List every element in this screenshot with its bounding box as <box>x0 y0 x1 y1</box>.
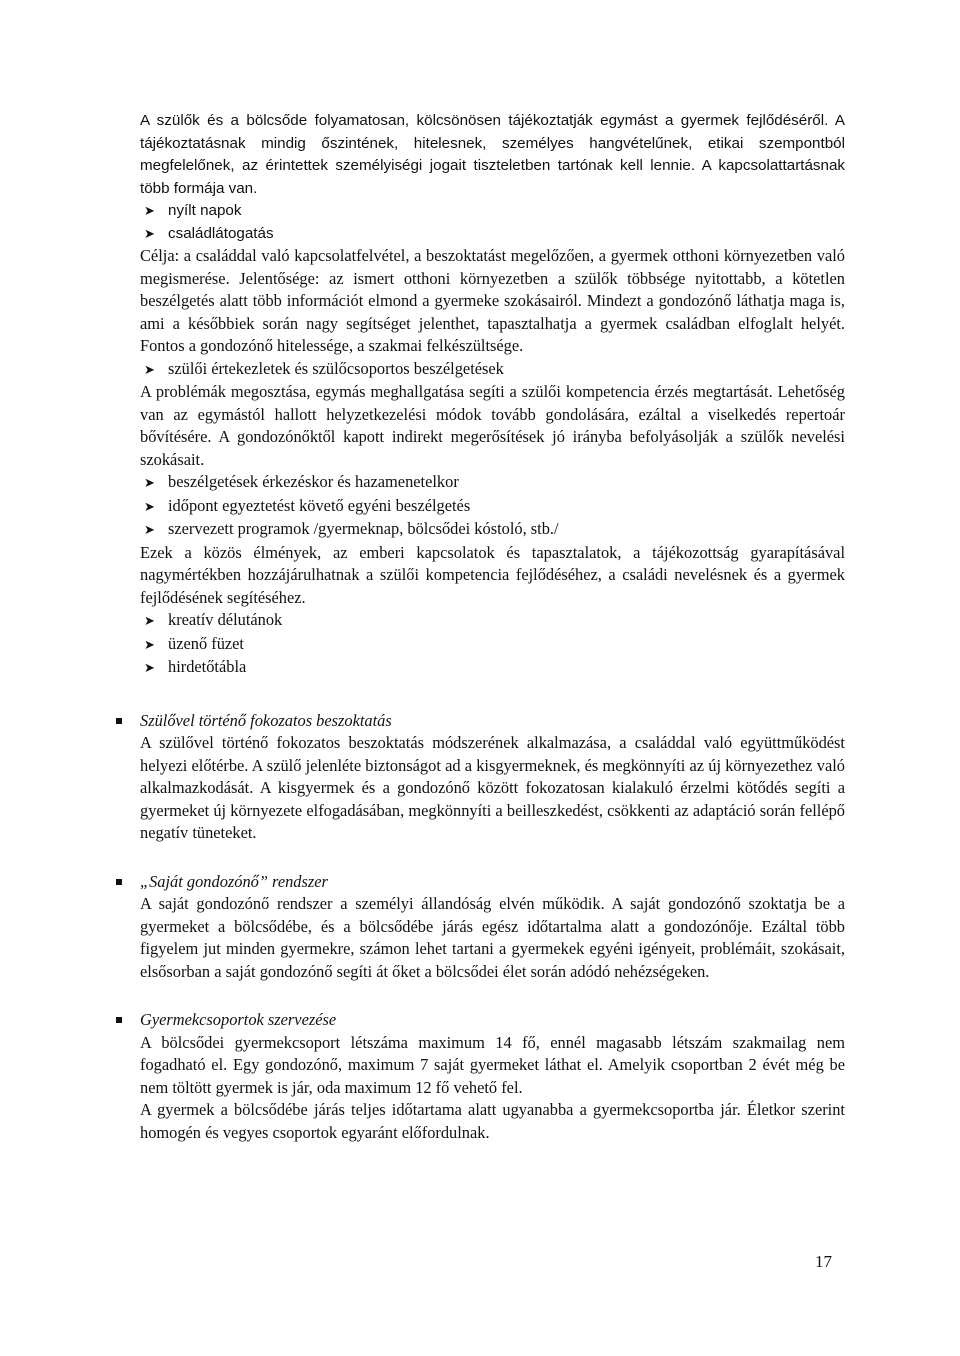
contact-forms-list-c <box>140 471 845 542</box>
square-bullet-icon <box>116 718 122 724</box>
arrow-bullet-icon: ➤ <box>144 203 155 218</box>
arrow-bullet-icon: ➤ <box>144 522 155 537</box>
section-paragraph: A szülővel történő fokozatos beszoktatás módszerének alkalmazása, a családdal való együttműködést helyezi előtérbe. A szülő jelenléte biztonságot ad a kisgyermeknek, és megkönnyíti az új környezethez való alkalmazkodását. A kisgyermek és a gondozónő között fokozatosan kialakuló érzelmi kötődés segíti a gyermeket új környezete elfogadásában, megkönnyíti a beilleszkedést, csökkenti az adaptáció során fellépő negatív tüneteket. <box>140 733 845 842</box>
section-fokozatos-beszoktatas <box>140 710 845 845</box>
list-item <box>140 609 845 633</box>
contact-forms-list-a <box>140 200 845 245</box>
section-paragraph: A saját gondozónő rendszer a személyi állandóság elvén működik. A saját gondozónő szoktatja be a gyermeket a bölcsődébe, és a bölcsődébe járás egész időtartalma alatt a gondozónője. Ezáltal több figyelem jut minden gyermekre, számon lehet tartani a gyermekek egyéni igényeit, problémáit, szokásait, elsősorban a saját gondozónő segíti át őket a bölcsődei élet során adódó nehézségeken. <box>140 894 845 981</box>
list-item-text: időpont egyeztetést követő egyéni beszélgetés <box>168 495 471 515</box>
contact-forms-list-b <box>140 358 845 382</box>
arrow-bullet-icon: ➤ <box>144 361 155 377</box>
list-item <box>140 358 845 382</box>
section-gyermekcsoportok <box>140 1009 845 1144</box>
list-item <box>140 518 845 542</box>
list-item <box>140 200 845 223</box>
list-item <box>140 633 845 657</box>
square-bullet-icon <box>116 1017 122 1023</box>
arrow-bullet-icon: ➤ <box>144 613 155 628</box>
list-item-text: nyílt napok <box>168 202 242 219</box>
list-item <box>140 223 845 246</box>
list-item-text: szülői értekezletek és szülőcsoportos beszélgetések <box>168 358 504 378</box>
list-item-text: családlátogatás <box>168 224 274 242</box>
arrow-bullet-icon: ➤ <box>144 225 155 241</box>
arrow-bullet-icon: ➤ <box>144 660 155 675</box>
list-item <box>140 471 845 495</box>
list-item-text: üzenő füzet <box>168 633 244 653</box>
list-item-text: kreatív délutánok <box>168 610 283 629</box>
section-heading: Szülővel történő fokozatos beszoktatás <box>140 710 392 730</box>
page-number: 17 <box>815 1252 832 1271</box>
section-heading: Gyermekcsoportok szervezése <box>140 1010 337 1029</box>
celja-paragraph: Célja: a családdal való kapcsolatfelvétel, a beszoktatást megelőzően, a gyermek otthoni környezetben való megismerése. Jelentősége: az ismert otthoni környezetben a szülők többsége nyitottabb, a kötetlen beszélgetés alatt több információt elmond a gyermeke szokásairól. Mindezt a gondozónő láthatja maga is, ami a későbbiek során nagy segítséget jelenthet, tapasztalhatja a gyermek családban elfoglalt helyét. Fontos a gondozónő hitelessége, a szakmai felkészültsége. <box>140 246 845 355</box>
list-item-text: szervezett programok /gyermeknap, bölcsődei kóstoló, stb./ <box>168 519 559 538</box>
page-content <box>140 110 845 1144</box>
contact-forms-list-d <box>140 609 845 680</box>
list-item <box>140 495 845 519</box>
square-bullet-icon <box>116 879 122 885</box>
arrow-bullet-icon: ➤ <box>144 475 155 490</box>
arrow-bullet-icon: ➤ <box>144 498 155 514</box>
section-sajat-gondozono <box>140 871 845 984</box>
section-heading: „Saját gondozónő” rendszer <box>140 871 328 891</box>
arrow-bullet-icon: ➤ <box>144 636 155 652</box>
list-item-text: beszélgetések érkezéskor és hazamenetelkor <box>168 472 459 491</box>
section-paragraph: A gyermek a bölcsődébe járás teljes időtartama alatt ugyanabba a gyermekcsoportba jár. Életkor szerint homogén és vegyes csoportok egyaránt előfordulnak. <box>140 1100 845 1142</box>
list-item-text: hirdetőtábla <box>168 657 247 676</box>
problemak-paragraph: A problémák megosztása, egymás meghallgatása segíti a szülői kompetencia érzés megtartását. Lehetőség van az egymástól hallott helyzetkezelési módok tovább gondolására, ezáltal a viselkedés repertoár bővítésére. A gondozónőktől kapott indirekt megerősítések jó irányba befolyásolják a szülők nevelési szokásait. <box>140 382 845 469</box>
ezek-paragraph: Ezek a közös élmények, az emberi kapcsolatok és tapasztalatok, a tájékozottság gyarapításával nagymértékben hozzájárulhatnak a szülői kompetencia fejlődéséhez, a családi nevelésnek és a gyermek fejlődésének segítéséhez. <box>140 542 845 607</box>
section-paragraph: A bölcsődei gyermekcsoport létszáma maximum 14 fő, ennél magasabb létszám szakmailag nem fogadható el. Egy gondozónő, maximum 7 saját gyermeket láthat el. Amelyik csoportban 2 évét még be nem töltött gyermek is jár, oda maximum 12 fő vehető fel. <box>140 1032 845 1097</box>
list-item <box>140 656 845 680</box>
intro-paragraph: A szülők és a bölcsőde folyamatosan, kölcsönösen tájékoztatják egymást a gyermek fejlődéséről. A tájékoztatásnak mindig őszintének, hitelesnek, személyes hangvételűnek, etikai szempontból megfelelőnek, az érintettek személyiségi jogait tiszteletben tartónak kell lennie. A kapcsolattartásnak több formája van. <box>140 112 845 197</box>
